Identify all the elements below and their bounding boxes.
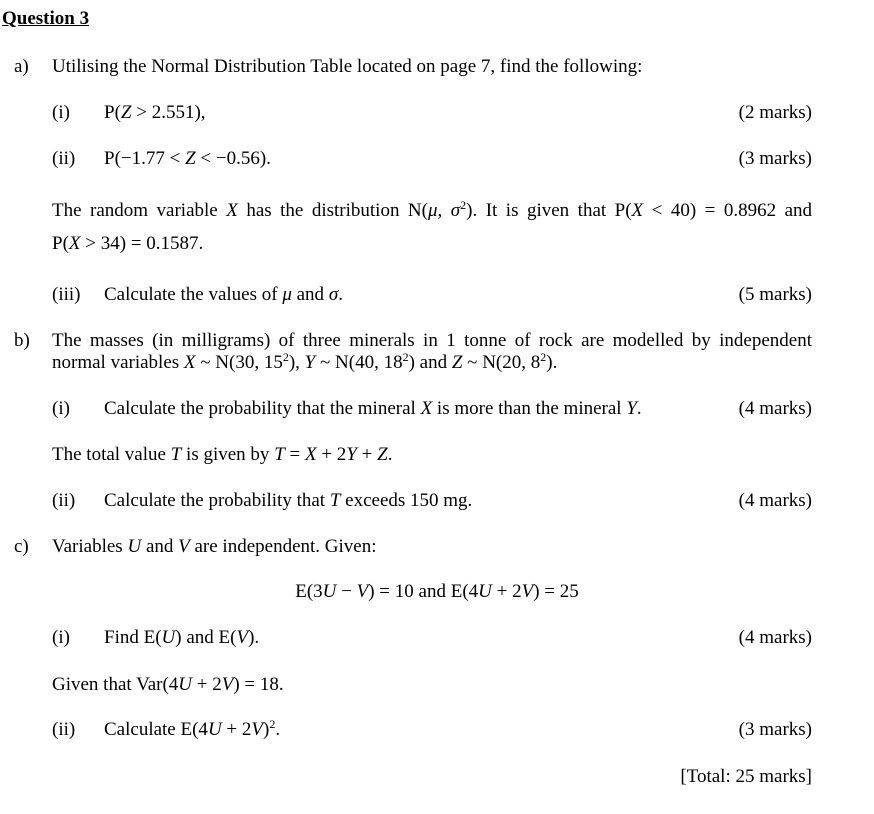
question-title: Question 3 — [2, 8, 90, 29]
part-b-line1: The masses (in milligrams) of three minerals in 1 tonne of rock are modelled by independent — [52, 330, 812, 351]
part-c-ii-marks: (3 marks) — [738, 719, 812, 740]
part-c-i-number: (i) — [52, 627, 70, 648]
part-a-ii-marks: (3 marks) — [738, 148, 812, 169]
part-a-i-number: (i) — [52, 102, 70, 123]
part-b-i-text: Calculate the probability that the mineral X is more than the mineral Y. — [104, 398, 642, 419]
part-a-ii-number: (ii) — [52, 148, 76, 169]
part-c-ii-number: (ii) — [52, 719, 76, 740]
part-c-i-text: Find E(U) and E(V). — [104, 627, 260, 648]
part-c-equation: E(3U − V) = 10 and E(4U + 2V) = 25 — [295, 581, 579, 602]
part-b-ii-number: (ii) — [52, 490, 76, 511]
part-a-iii-text: Calculate the values of μ and σ. — [104, 284, 343, 305]
part-a-i-text: P(Z > 2.551), — [104, 102, 206, 123]
part-a-iii-number: (iii) — [52, 284, 81, 305]
total-marks: [Total: 25 marks] — [680, 766, 812, 787]
part-b-i-marks: (4 marks) — [738, 398, 812, 419]
part-b-total-definition: The total value T is given by T = X + 2Y + Z. — [52, 444, 393, 465]
part-c-given: Given that Var(4U + 2V) = 18. — [52, 674, 284, 695]
part-c-intro: Variables U and V are independent. Given: — [52, 536, 377, 557]
part-c-ii-text: Calculate $E(4U + 2V)^2$. — [104, 717, 281, 740]
part-a-paragraph-line2: P(X > 34) = 0.1587. — [52, 233, 204, 254]
part-a-label: a) — [14, 56, 29, 77]
part-b-label: b) — [14, 330, 30, 351]
part-b-ii-marks: (4 marks) — [738, 490, 812, 511]
part-a-ii-text: P(−1.77 < Z < −0.56). — [104, 148, 271, 169]
part-c-i-marks: (4 marks) — [738, 627, 812, 648]
part-b-i-number: (i) — [52, 398, 70, 419]
part-a-intro: Utilising the Normal Distribution Table located on page 7, find the following: — [52, 56, 643, 77]
part-a-iii-marks: (5 marks) — [738, 284, 812, 305]
part-b-line2: normal variables X ~ N(30, $15^2$), Y ~ N(40, $18^2$) and Z ~ N(20, $8^2$). — [52, 350, 558, 373]
part-a-paragraph-line1: The random variable X has the distribution N(μ, $\sigma^2$). It is given that P(X < 40) = 0.8962 and — [52, 198, 813, 221]
part-c-label: c) — [14, 536, 29, 557]
part-b-ii-text: Calculate the probability that T exceeds 150 mg. — [104, 490, 473, 511]
part-a-i-marks: (2 marks) — [738, 102, 812, 123]
